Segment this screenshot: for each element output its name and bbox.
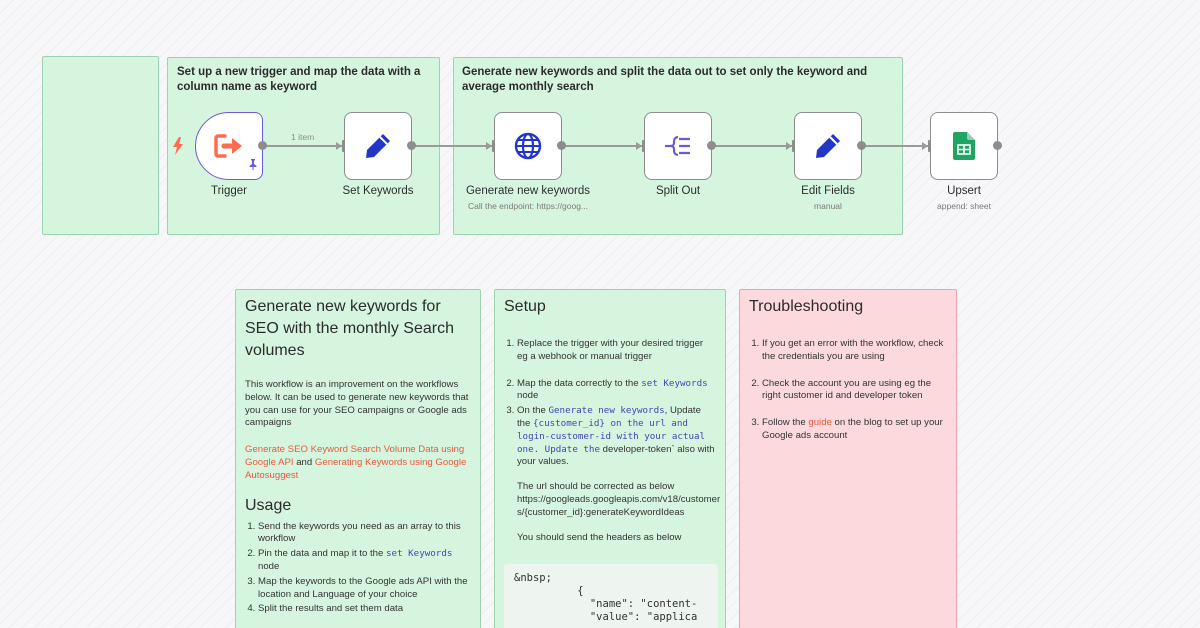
guide-link[interactable]: guide — [808, 417, 832, 429]
sticky-note-setup[interactable] — [494, 289, 726, 628]
headers-intro: You should send the headers as below — [517, 531, 682, 543]
inline-code: {customer_id} on the url and login-customer-id with your actual one. Update the — [517, 417, 706, 455]
bolt-icon — [172, 137, 184, 160]
node-label-trigger: Trigger — [211, 185, 247, 197]
related-workflows — [245, 444, 471, 482]
trigger-exit-icon — [214, 133, 244, 159]
list-item-text: developer-token` also with your values. — [517, 443, 715, 468]
node-label-edit-fields: Edit Fields — [801, 185, 855, 197]
inline-code: set Keywords — [641, 377, 708, 389]
list-item: 1. Send the keywords you need as an array to this workflow — [258, 521, 471, 547]
list-item — [517, 378, 716, 404]
troubleshooting-heading: Troubleshooting — [749, 298, 864, 315]
node-upsert[interactable] — [930, 112, 998, 180]
list-item: 3. Map the keywords to the Google ads API with the location and Language of your choice — [258, 576, 471, 602]
node-label-set-keywords: Set Keywords — [342, 185, 414, 197]
sticky-note-description[interactable] — [235, 289, 481, 628]
pencil-icon — [363, 131, 393, 161]
list-item-text: Follow the — [762, 417, 809, 429]
list-item: 1. Replace the trigger with your desired trigger eg a webhook or manual trigger — [517, 338, 716, 364]
endpoint-url[interactable]: https://googleads.googleapis.com/v18/customers/{customer_id}:generateKeywordIdeas — [517, 493, 721, 518]
node-edit-fields[interactable] — [794, 112, 862, 180]
output-handle[interactable] — [557, 141, 566, 150]
node-generate-new-keywords[interactable] — [494, 112, 562, 180]
node-set-keywords[interactable] — [344, 112, 412, 180]
list-item-text: node — [258, 560, 280, 572]
output-handle[interactable] — [857, 141, 866, 150]
node-trigger[interactable] — [195, 112, 263, 180]
list-item: 1. If you get an error with the workflow, check the credentials you are using — [762, 338, 947, 364]
pencil-icon — [813, 131, 843, 161]
item-count-label: 1 item — [291, 132, 315, 142]
list-item — [517, 405, 721, 544]
connection-set-generate[interactable] — [412, 145, 493, 147]
list-item — [258, 548, 471, 574]
headers-code-block[interactable]: &nbsp; { "name": "content- "value": "applica — [504, 564, 718, 628]
inline-code: Generate new keywords — [548, 405, 665, 417]
and-text: and — [293, 456, 315, 468]
list-item-text: , Update the — [517, 405, 701, 429]
connection-trigger-set[interactable] — [263, 145, 343, 147]
connection-generate-split[interactable] — [562, 145, 643, 147]
pin-icon[interactable] — [248, 157, 258, 175]
usage-heading: Usage — [245, 496, 292, 514]
link-seo-keyword-search-volume[interactable]: Generate SEO Keyword Search Volume Data using Google API — [245, 444, 465, 468]
sticky-title: Set up a new trigger and map the data with a column name as keyword — [177, 66, 421, 93]
setup-heading: Setup — [504, 298, 546, 315]
list-item — [762, 417, 947, 443]
troubleshooting-list — [749, 338, 947, 443]
list-item: 4. Split the results and set them data — [258, 603, 471, 616]
node-split-out[interactable] — [644, 112, 712, 180]
list-item-text: Pin the data and map it to the — [258, 548, 387, 560]
node-subtitle-upsert: append: sheet — [937, 201, 991, 211]
output-handle[interactable] — [993, 141, 1002, 150]
list-item-text: Map the data correctly to the — [517, 377, 642, 389]
node-label-generate: Generate new keywords — [465, 185, 590, 197]
sticky-note-empty[interactable] — [42, 56, 159, 235]
output-handle[interactable] — [407, 141, 416, 150]
note-intro: This workflow is an improvement on the workflows below. It can be used to generate new keywords that you can use for your SEO campaigns or Google ads campaigns — [245, 379, 469, 429]
node-subtitle-generate: Call the endpoint: https://goog... — [467, 201, 589, 211]
note-title: Generate new keywords for SEO with the monthly Search volumes — [245, 298, 454, 359]
split-out-icon — [663, 131, 693, 161]
connection-edit-upsert[interactable] — [862, 145, 929, 147]
node-subtitle-edit-fields: manual — [814, 201, 842, 211]
sticky-note-troubleshooting[interactable] — [739, 289, 957, 628]
output-handle[interactable] — [707, 141, 716, 150]
url-intro: The url should be corrected as below — [517, 481, 675, 493]
output-handle[interactable] — [258, 141, 267, 150]
list-item-text: On the — [517, 405, 549, 417]
setup-list — [504, 338, 725, 544]
usage-list — [245, 521, 471, 617]
list-item: 2. Check the account you are using eg the right customer id and developer token — [762, 378, 947, 404]
globe-icon — [513, 131, 543, 161]
connection-split-edit[interactable] — [712, 145, 793, 147]
sticky-title: Generate new keywords and split the data out to set only the keyword and average monthly search — [462, 66, 868, 93]
list-item-text: node — [517, 390, 539, 402]
inline-code: set Keywords — [386, 548, 453, 560]
node-label-upsert: Upsert — [947, 185, 981, 197]
list-item-text: on the blog to set up your Google ads account — [762, 417, 943, 441]
node-label-split-out: Split Out — [655, 185, 701, 197]
link-generating-keywords-autosuggest[interactable]: Generating Keywords using Google Autosuggest — [245, 456, 467, 481]
google-sheets-icon — [953, 132, 975, 160]
